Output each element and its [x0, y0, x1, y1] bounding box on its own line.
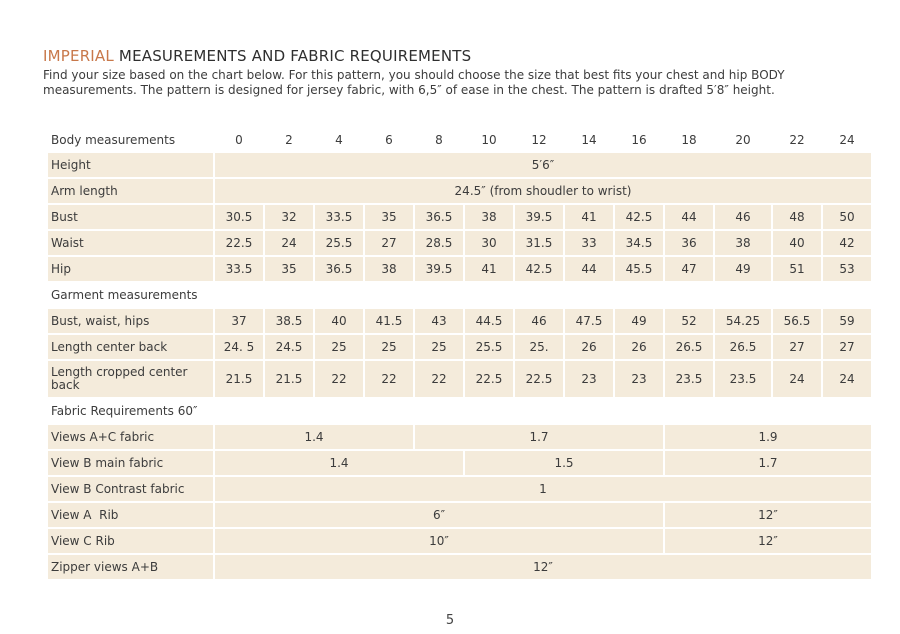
- cell-value: 33.5: [315, 205, 363, 229]
- row-label: Bust, waist, hips: [48, 309, 213, 333]
- height-value: 5′6″: [215, 153, 871, 177]
- cell-value: 44: [665, 205, 713, 229]
- cell-value: 1: [215, 477, 871, 501]
- row-label: Views A+C fabric: [48, 425, 213, 449]
- cell-value: 25: [415, 335, 463, 359]
- cell-value: 23.5: [665, 361, 713, 397]
- row-label: Waist: [48, 231, 213, 255]
- cell-value: 38.5: [265, 309, 313, 333]
- cell-value: 1.4: [215, 451, 463, 475]
- cell-value: 26.5: [715, 335, 771, 359]
- row-label: View B Contrast fabric: [48, 477, 213, 501]
- row-label: View A Rib: [48, 503, 213, 527]
- cell-value: 22: [415, 361, 463, 397]
- cell-value: 49: [715, 257, 771, 281]
- size-header: 8: [435, 133, 443, 147]
- cell-value: 52: [665, 309, 713, 333]
- cell-value: 54.25: [715, 309, 771, 333]
- cell-value: 36.5: [315, 257, 363, 281]
- hip-row: [48, 257, 871, 281]
- cell-value: 45.5: [615, 257, 663, 281]
- waist-row: [48, 231, 871, 255]
- cell-value: 30.5: [215, 205, 263, 229]
- cell-value: 46: [715, 205, 771, 229]
- size-header: 18: [681, 133, 697, 147]
- cell-value: 24: [823, 361, 871, 397]
- cell-value: 48: [773, 205, 821, 229]
- row-label: Arm length: [48, 179, 213, 203]
- cell-value: 44.5: [465, 309, 513, 333]
- cell-value: 22: [315, 361, 363, 397]
- size-header: 16: [631, 133, 647, 147]
- cell-value: 38: [465, 205, 513, 229]
- cell-value: 25: [315, 335, 363, 359]
- cell-value: 24. 5: [215, 335, 263, 359]
- cell-value: 36: [665, 231, 713, 255]
- cell-value: 22.5: [465, 361, 513, 397]
- page-title: [43, 47, 471, 65]
- size-header: 20: [735, 133, 751, 147]
- cell-value: 12″: [665, 503, 871, 527]
- cell-value: 6″: [215, 503, 663, 527]
- cell-value: 23: [565, 361, 613, 397]
- cell-value: 47: [665, 257, 713, 281]
- arm-length-value: 24.5″ (from shoudler to wrist): [215, 179, 871, 203]
- cell-value: 31.5: [515, 231, 563, 255]
- garment-section-row: [48, 283, 871, 307]
- intro-text: Find your size based on the chart below. For this pattern, you should choose the size that best fits your chest and hip BODY measurements. The pattern is designed for jersey fabric, with 6,5″ of ease in the chest. The pattern is drafted 5′8″ height.: [43, 68, 785, 97]
- size-header: 24: [839, 133, 855, 147]
- size-header: 14: [581, 133, 597, 147]
- row-label: View C Rib: [48, 529, 213, 553]
- row-label: Zipper views A+B: [48, 555, 213, 579]
- cell-value: 38: [365, 257, 413, 281]
- cell-value: 25.: [515, 335, 563, 359]
- size-header: 0: [235, 133, 243, 147]
- cell-value: 26: [565, 335, 613, 359]
- cell-value: 35: [365, 205, 413, 229]
- cell-value: 27: [773, 335, 821, 359]
- cell-value: 24.5: [265, 335, 313, 359]
- cell-value: 27: [823, 335, 871, 359]
- cell-value: 23.5: [715, 361, 771, 397]
- cell-value: 32: [265, 205, 313, 229]
- cell-value: 26: [615, 335, 663, 359]
- size-header: 6: [385, 133, 393, 147]
- view-c-rib-row: [48, 529, 871, 553]
- cell-value: 35: [265, 257, 313, 281]
- cell-value: 41.5: [365, 309, 413, 333]
- cell-value: 38: [715, 231, 771, 255]
- cell-value: 1.7: [665, 451, 871, 475]
- cell-value: 12″: [215, 555, 871, 579]
- arm-length-row: [48, 179, 871, 203]
- length-center-back-row: [48, 335, 871, 359]
- view-b-contrast-row: [48, 477, 871, 501]
- cell-value: 53: [823, 257, 871, 281]
- cell-value: 42.5: [615, 205, 663, 229]
- zipper-row: [48, 555, 871, 579]
- height-row: [48, 153, 871, 177]
- row-label: Bust: [48, 205, 213, 229]
- cell-value: 39.5: [515, 205, 563, 229]
- cell-value: 49: [615, 309, 663, 333]
- cell-value: 22.5: [215, 231, 263, 255]
- cell-value: 46: [515, 309, 563, 333]
- size-header: 22: [789, 133, 805, 147]
- view-a-rib-row: [48, 503, 871, 527]
- length-cropped-center-back-row: [48, 361, 871, 397]
- cell-value: 23: [615, 361, 663, 397]
- cell-value: 21.5: [215, 361, 263, 397]
- cell-value: 25.5: [465, 335, 513, 359]
- cell-value: 22.5: [515, 361, 563, 397]
- cell-value: 24: [773, 361, 821, 397]
- row-label: Length cropped center back: [48, 361, 213, 397]
- views-ac-fabric-row: [48, 425, 871, 449]
- cell-value: 1.9: [665, 425, 871, 449]
- size-header: 10: [481, 133, 497, 147]
- cell-value: 47.5: [565, 309, 613, 333]
- cell-value: 1.7: [415, 425, 663, 449]
- cell-value: 39.5: [415, 257, 463, 281]
- cell-value: 33: [565, 231, 613, 255]
- title-rest: MEASUREMENTS AND FABRIC REQUIREMENTS: [113, 47, 472, 65]
- cell-value: 44: [565, 257, 613, 281]
- cell-value: 41: [565, 205, 613, 229]
- cell-value: 41: [465, 257, 513, 281]
- size-header: 12: [531, 133, 547, 147]
- fabric-section-row: [48, 399, 871, 423]
- row-label: Height: [48, 153, 213, 177]
- size-header-row: [48, 129, 871, 151]
- cell-value: 24: [265, 231, 313, 255]
- cell-value: 10″: [215, 529, 663, 553]
- cell-value: 33.5: [215, 257, 263, 281]
- section-fabric-requirements: Fabric Requirements 60″: [51, 404, 198, 418]
- cell-value: 40: [773, 231, 821, 255]
- cell-value: 36.5: [415, 205, 463, 229]
- cell-value: 42.5: [515, 257, 563, 281]
- cell-value: 26.5: [665, 335, 713, 359]
- view-b-main-row: [48, 451, 871, 475]
- cell-value: 37: [215, 309, 263, 333]
- title-accent: IMPERIAL: [43, 47, 114, 65]
- cell-value: 1.5: [465, 451, 663, 475]
- cell-value: 59: [823, 309, 871, 333]
- row-label: Hip: [48, 257, 213, 281]
- cell-value: 28.5: [415, 231, 463, 255]
- size-header: 4: [335, 133, 343, 147]
- cell-value: 30: [465, 231, 513, 255]
- cell-value: 27: [365, 231, 413, 255]
- cell-value: 51: [773, 257, 821, 281]
- cell-value: 56.5: [773, 309, 821, 333]
- cell-value: 25.5: [315, 231, 363, 255]
- cell-value: 42: [823, 231, 871, 255]
- measurements-table: [46, 127, 873, 581]
- cell-value: 1.4: [215, 425, 413, 449]
- row-label: View B main fabric: [48, 451, 213, 475]
- bust-waist-hips-row: [48, 309, 871, 333]
- cell-value: 12″: [665, 529, 871, 553]
- cell-value: 43: [415, 309, 463, 333]
- page-number: 5: [445, 613, 455, 628]
- section-garment-measurements: Garment measurements: [51, 288, 198, 302]
- size-header: 2: [285, 133, 293, 147]
- cell-value: 40: [315, 309, 363, 333]
- cell-value: 50: [823, 205, 871, 229]
- cell-value: 34.5: [615, 231, 663, 255]
- section-body-measurements: Body measurements: [51, 133, 176, 147]
- cell-value: 21.5: [265, 361, 313, 397]
- row-label: Length center back: [48, 335, 213, 359]
- bust-row: [48, 205, 871, 229]
- cell-value: 22: [365, 361, 413, 397]
- cell-value: 25: [365, 335, 413, 359]
